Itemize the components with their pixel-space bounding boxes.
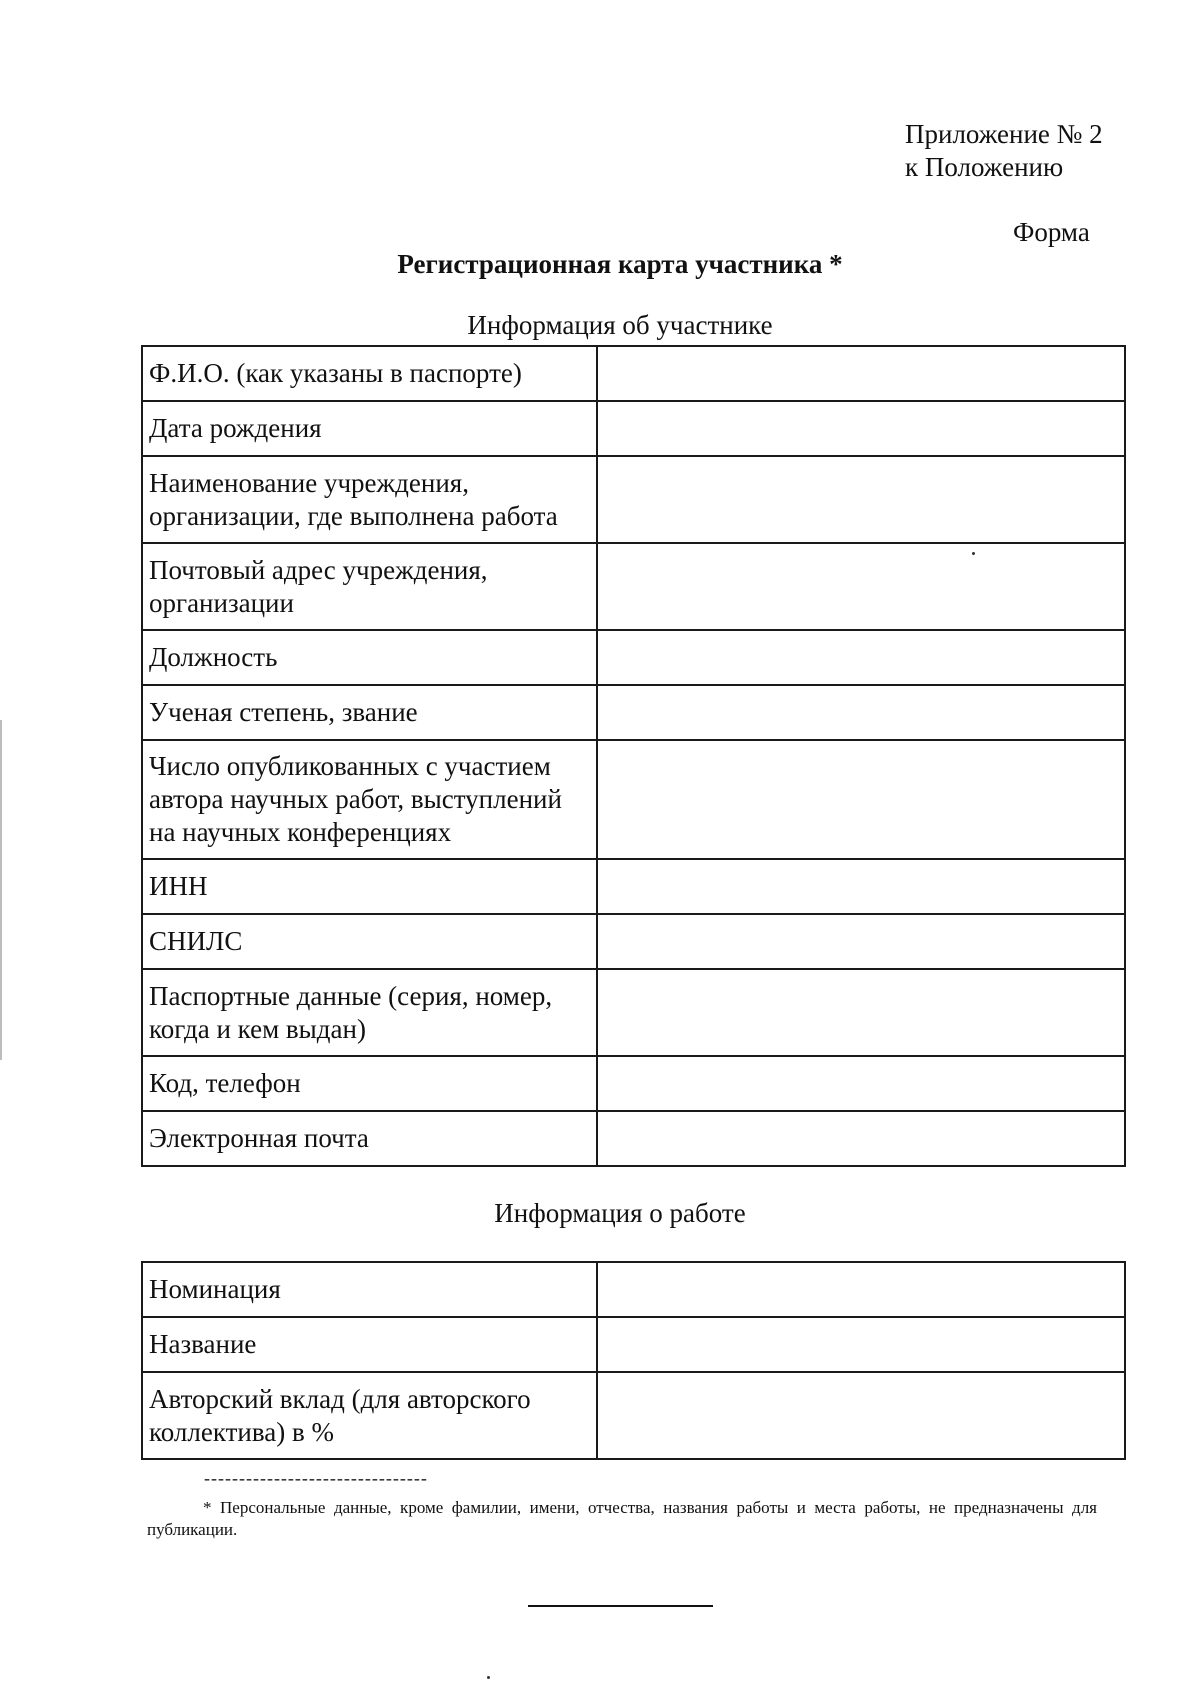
- row-label: Номинация: [142, 1262, 597, 1317]
- appendix-reference: к Положению: [905, 152, 1064, 182]
- row-label: Название: [142, 1317, 597, 1372]
- row-value-field[interactable]: [597, 1317, 1125, 1372]
- row-label: ИНН: [142, 859, 597, 914]
- row-value-field[interactable]: [597, 914, 1125, 969]
- table-row: [142, 1262, 1125, 1317]
- table-row: [142, 1372, 1125, 1459]
- footnote-separator: --------------------------------: [204, 1468, 428, 1488]
- table-row: [142, 346, 1125, 401]
- work-info-table: [141, 1261, 1126, 1460]
- table-row: [142, 543, 1125, 630]
- row-value-field[interactable]: [597, 1262, 1125, 1317]
- table-row: [142, 859, 1125, 914]
- scan-speck: [487, 1676, 490, 1679]
- row-value-field[interactable]: [597, 630, 1125, 685]
- row-label: Код, телефон: [142, 1056, 597, 1111]
- row-value-field[interactable]: [597, 969, 1125, 1056]
- row-value-field[interactable]: [597, 685, 1125, 740]
- row-label: Паспортные данные (серия, номер, когда и кем выдан): [142, 969, 597, 1056]
- row-value-field[interactable]: [597, 740, 1125, 859]
- table-row: [142, 685, 1125, 740]
- row-label: Число опубликованных с участием автора научных работ, выступлений на научных конференциях: [142, 740, 597, 859]
- table-row: [142, 456, 1125, 543]
- table-row: [142, 969, 1125, 1056]
- table-row: [142, 1111, 1125, 1166]
- row-value-field[interactable]: [597, 1111, 1125, 1166]
- row-value-field[interactable]: [597, 859, 1125, 914]
- work-section-heading: Информация о работе: [494, 1198, 746, 1228]
- row-label: СНИЛС: [142, 914, 597, 969]
- scan-edge-mark: [0, 720, 2, 1060]
- appendix-number: Приложение № 2: [905, 119, 1103, 149]
- appendix-note: [905, 118, 1103, 184]
- table-row: [142, 914, 1125, 969]
- table-row: [142, 630, 1125, 685]
- row-label: Авторский вклад (для авторского коллектива) в %: [142, 1372, 597, 1459]
- row-label: Электронная почта: [142, 1111, 597, 1166]
- row-value-field[interactable]: [597, 456, 1125, 543]
- row-value-field[interactable]: [597, 543, 1125, 630]
- closing-rule: [528, 1605, 713, 1607]
- document-title: Регистрационная карта участника *: [397, 249, 843, 279]
- row-label: Ф.И.О. (как указаны в паспорте): [142, 346, 597, 401]
- table-row: [142, 1056, 1125, 1111]
- row-value-field[interactable]: [597, 401, 1125, 456]
- row-label: Должность: [142, 630, 597, 685]
- scan-speck: [972, 552, 975, 555]
- participant-info-table: [141, 345, 1126, 1167]
- row-label: Ученая степень, звание: [142, 685, 597, 740]
- table-row: [142, 401, 1125, 456]
- row-label: Наименование учреждения, организации, где выполнена работа: [142, 456, 597, 543]
- row-label: Дата рождения: [142, 401, 597, 456]
- row-label: Почтовый адрес учреждения, организации: [142, 543, 597, 630]
- row-value-field[interactable]: [597, 346, 1125, 401]
- footnote-text: * Персональные данные, кроме фамилии, имени, отчества, названия работы и места работы, не предназначены для публикации.: [147, 1498, 1097, 1539]
- form-label: Форма: [1013, 217, 1090, 247]
- participant-section-heading: Информация об участнике: [467, 310, 773, 340]
- row-value-field[interactable]: [597, 1372, 1125, 1459]
- row-value-field[interactable]: [597, 1056, 1125, 1111]
- table-row: [142, 740, 1125, 859]
- table-row: [142, 1317, 1125, 1372]
